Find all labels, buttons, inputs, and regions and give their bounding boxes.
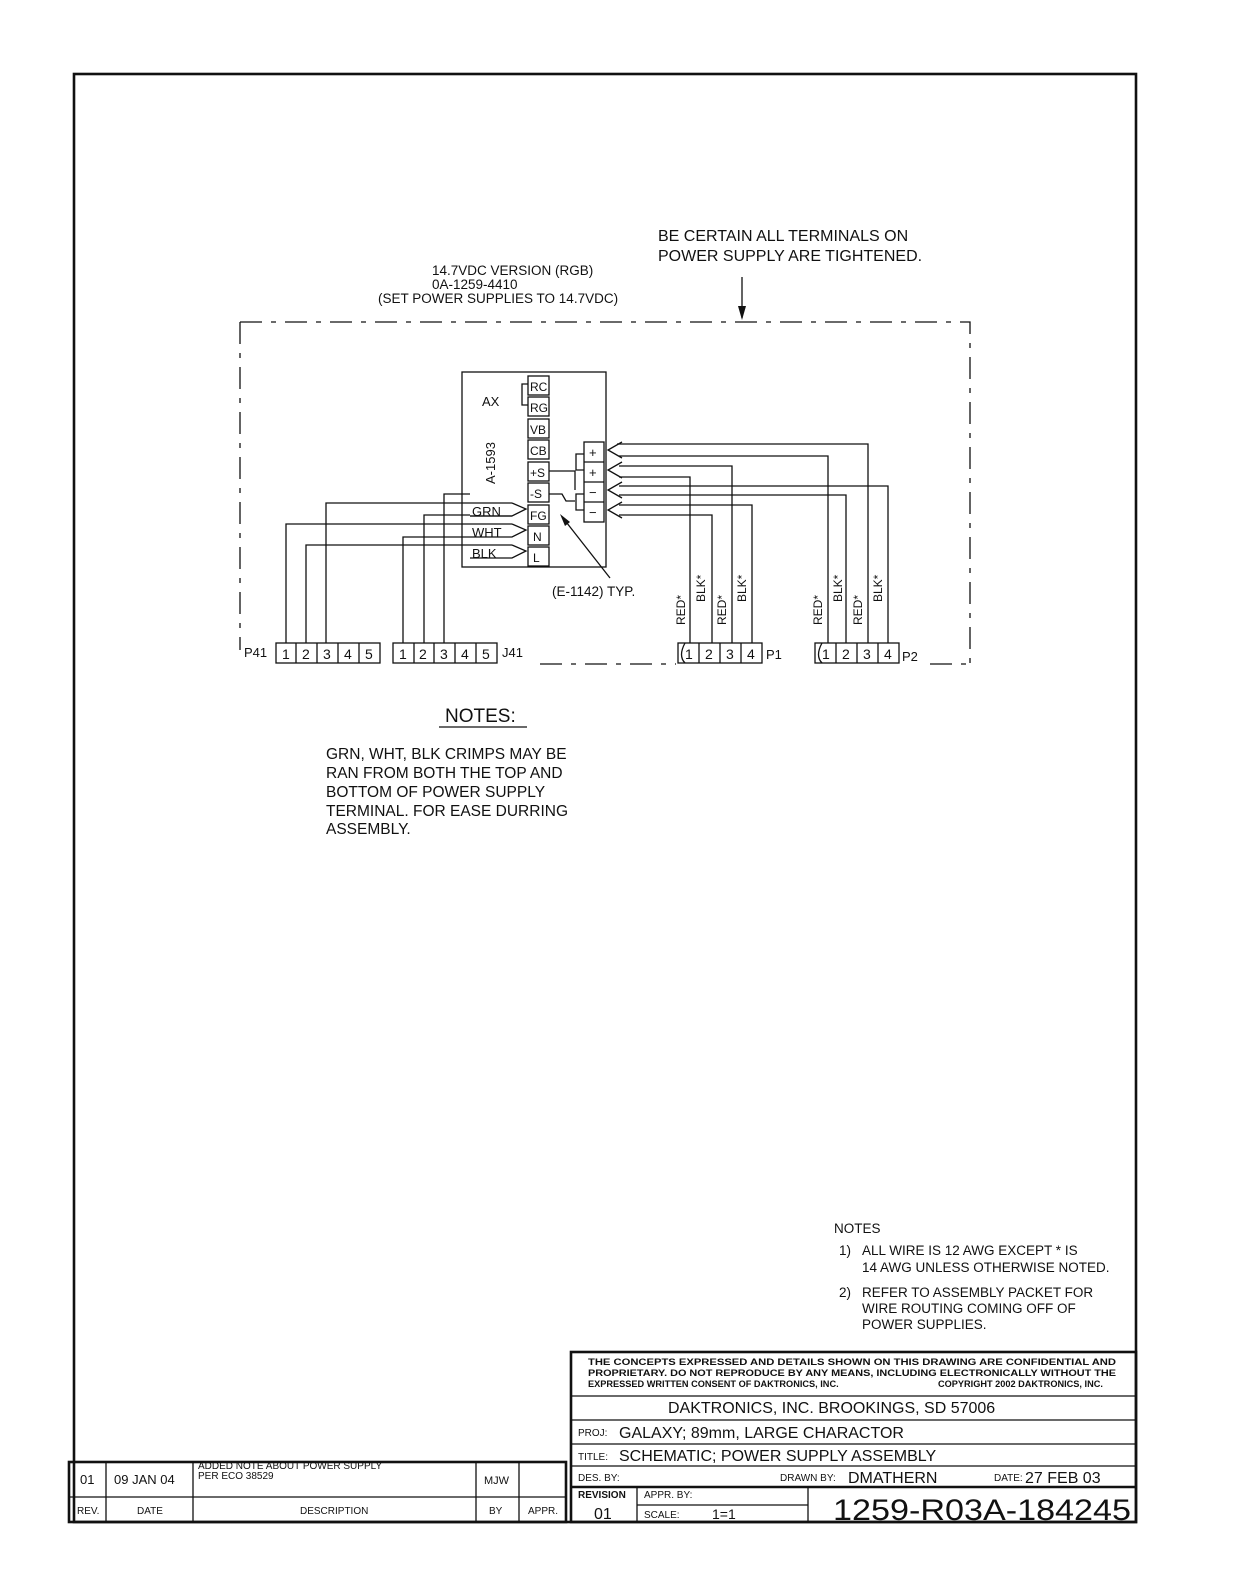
caution-arrow-head	[738, 306, 746, 320]
des-by-label: DES. BY:	[578, 1473, 620, 1484]
p1-wire-label-4: BLK*	[735, 574, 749, 602]
connector-p41-label: P41	[244, 645, 268, 660]
caution-note-line1: BE CERTAIN ALL TERMINALS ON	[658, 228, 909, 245]
p1-wire-label-2: BLK*	[694, 574, 708, 602]
connector-p2	[815, 643, 918, 664]
p1-wire-label-3: RED*	[715, 594, 729, 625]
mid-note-line-4: TERMINAL. FOR EASE DURRING	[326, 803, 568, 820]
connector-p2-label: P2	[902, 649, 918, 664]
p41-pin-1: 1	[282, 646, 290, 662]
terminal-plus-s: +S	[530, 466, 546, 480]
terminal-rc: RC	[530, 380, 548, 394]
p2-wire-label-3: RED*	[851, 594, 865, 625]
terminal-block	[528, 376, 549, 566]
p2-pin-1: 1	[822, 646, 830, 662]
j41-pin-4: 4	[461, 646, 469, 662]
header-rev: REV.	[77, 1506, 100, 1517]
mid-note-line-1: GRN, WHT, BLK CRIMPS MAY BE	[326, 746, 567, 763]
proj-label: PROJ:	[578, 1428, 608, 1439]
output-terminal-minus1: −	[589, 485, 597, 500]
terminal-n: N	[533, 530, 542, 544]
p1-pin-4: 4	[747, 646, 755, 662]
title-label: TITLE:	[578, 1452, 609, 1463]
mid-notes-title: NOTES:	[445, 706, 516, 727]
rev-number: 01	[80, 1472, 95, 1487]
header-by: BY	[489, 1506, 503, 1517]
j41-pin-1: 1	[399, 646, 407, 662]
note-2-line-2: WIRE ROUTING COMING OFF OF	[862, 1301, 1076, 1316]
confidential-line-2: PROPRIETARY. DO NOT REPRODUCE BY ANY MEANS, INCLUDING ELECTRONICALLY WITHOUT THE	[588, 1368, 1116, 1378]
connector-p1	[678, 643, 782, 663]
note-2-number: 2)	[839, 1285, 852, 1300]
title-block	[571, 1352, 1136, 1527]
connector-j41	[393, 643, 523, 663]
mid-note-line-5: ASSEMBLY.	[326, 821, 411, 838]
p2-pin-3: 3	[863, 646, 871, 662]
output-wiring	[608, 442, 888, 650]
terminal-l: L	[533, 551, 540, 565]
p1-pin-1: 1	[685, 646, 693, 662]
mid-note-line-2: RAN FROM BOTH THE TOP AND	[326, 765, 563, 782]
rev-date: 09 JAN 04	[114, 1472, 175, 1487]
header-date: DATE	[137, 1506, 163, 1517]
version-line2: 0A-1259-4410	[432, 277, 518, 292]
power-supply-part: A-1593	[483, 442, 498, 484]
appr-by-label: APPR. BY:	[644, 1490, 693, 1501]
connector-p41	[244, 643, 380, 663]
p41-pin-4: 4	[344, 646, 352, 662]
p1-pin-2: 2	[705, 646, 713, 662]
header-description: DESCRIPTION	[300, 1506, 369, 1517]
version-line3: (SET POWER SUPPLIES TO 14.7VDC)	[378, 291, 619, 306]
project-name: GALAXY; 89mm, LARGE CHARACTOR	[619, 1425, 904, 1442]
p41-pin-2: 2	[302, 646, 310, 662]
note-1-line-1: ALL WIRE IS 12 AWG EXCEPT * IS	[862, 1243, 1078, 1258]
revision-number: 01	[594, 1506, 612, 1523]
header-appr: APPR.	[528, 1506, 559, 1517]
p2-wire-labels	[811, 574, 885, 625]
caution-note-line2: POWER SUPPLY ARE TIGHTENED.	[658, 248, 923, 265]
p1-wire-label-1: RED*	[674, 594, 688, 625]
note-1-line-2: 14 AWG UNLESS OTHERWISE NOTED.	[862, 1260, 1110, 1275]
connector-j41-label: J41	[502, 645, 523, 660]
p2-pin-2: 2	[842, 646, 850, 662]
j41-pin-2: 2	[419, 646, 427, 662]
company: DAKTRONICS, INC. BROOKINGS, SD 57006	[668, 1400, 996, 1417]
revision-label: REVISION	[578, 1490, 626, 1501]
p2-wire-label-2: BLK*	[831, 574, 845, 602]
note-2-line-1: REFER TO ASSEMBLY PACKET FOR	[862, 1285, 1094, 1300]
version-line1: 14.7VDC VERSION (RGB)	[432, 263, 594, 278]
wire-label-grn: GRN	[472, 504, 501, 519]
confidential-line-1: THE CONCEPTS EXPRESSED AND DETAILS SHOWN ON THIS DRAWING ARE CONFIDENTIAL AND	[588, 1357, 1117, 1367]
j41-pin-3: 3	[440, 646, 448, 662]
copyright: COPYRIGHT 2002 DAKTRONICS, INC.	[938, 1379, 1103, 1389]
power-supply-name: AX	[482, 394, 500, 409]
wire-label-wht: WHT	[472, 525, 502, 540]
date-label: DATE:	[994, 1473, 1023, 1484]
rev-by: MJW	[484, 1475, 510, 1487]
terminal-vb: VB	[530, 423, 547, 437]
p2-wire-label-4: BLK*	[871, 574, 885, 602]
mid-note-line-3: BOTTOM OF POWER SUPPLY	[326, 784, 546, 801]
output-terminal-minus2: −	[589, 505, 597, 520]
terminal-minus-s: -S	[530, 487, 542, 501]
crimp-note: (E-1142) TYP.	[552, 584, 636, 599]
output-terminal-plus1: +	[589, 445, 597, 460]
rev-description-line-1: ADDED NOTE ABOUT POWER SUPPLY	[198, 1461, 383, 1472]
output-terminal-plus2: +	[589, 465, 597, 480]
drawing-title: SCHEMATIC; POWER SUPPLY ASSEMBLY	[619, 1448, 937, 1465]
connector-p1-label: P1	[766, 647, 782, 662]
rev-description-line-2: PER ECO 38529	[198, 1471, 274, 1482]
notes-title: NOTES	[834, 1221, 881, 1236]
j41-pin-5: 5	[482, 646, 490, 662]
p41-pin-5: 5	[365, 646, 373, 662]
confidential-line-3: EXPRESSED WRITTEN CONSENT OF DAKTRONICS, INC.	[588, 1379, 839, 1389]
scale-value: 1=1	[712, 1506, 736, 1522]
note-1-number: 1)	[839, 1243, 852, 1258]
terminal-cb: CB	[530, 444, 547, 458]
p2-pin-4: 4	[884, 646, 892, 662]
wire-label-blk: BLK	[472, 546, 497, 561]
p2-wire-label-1: RED*	[811, 594, 825, 625]
p41-pin-3: 3	[323, 646, 331, 662]
drawing-number: 1259-R03A-184245	[833, 1494, 1131, 1527]
input-wiring	[286, 494, 526, 650]
drawing-date: 27 FEB 03	[1025, 1470, 1101, 1487]
scale-label: SCALE:	[644, 1510, 680, 1521]
drawn-by: DMATHERN	[848, 1470, 938, 1487]
note-2-line-3: POWER SUPPLIES.	[862, 1317, 987, 1332]
revision-block	[69, 1461, 566, 1522]
drawn-by-label: DRAWN BY:	[780, 1473, 836, 1484]
terminal-rg: RG	[530, 401, 548, 415]
terminal-fg: FG	[530, 509, 547, 523]
p1-pin-3: 3	[726, 646, 734, 662]
